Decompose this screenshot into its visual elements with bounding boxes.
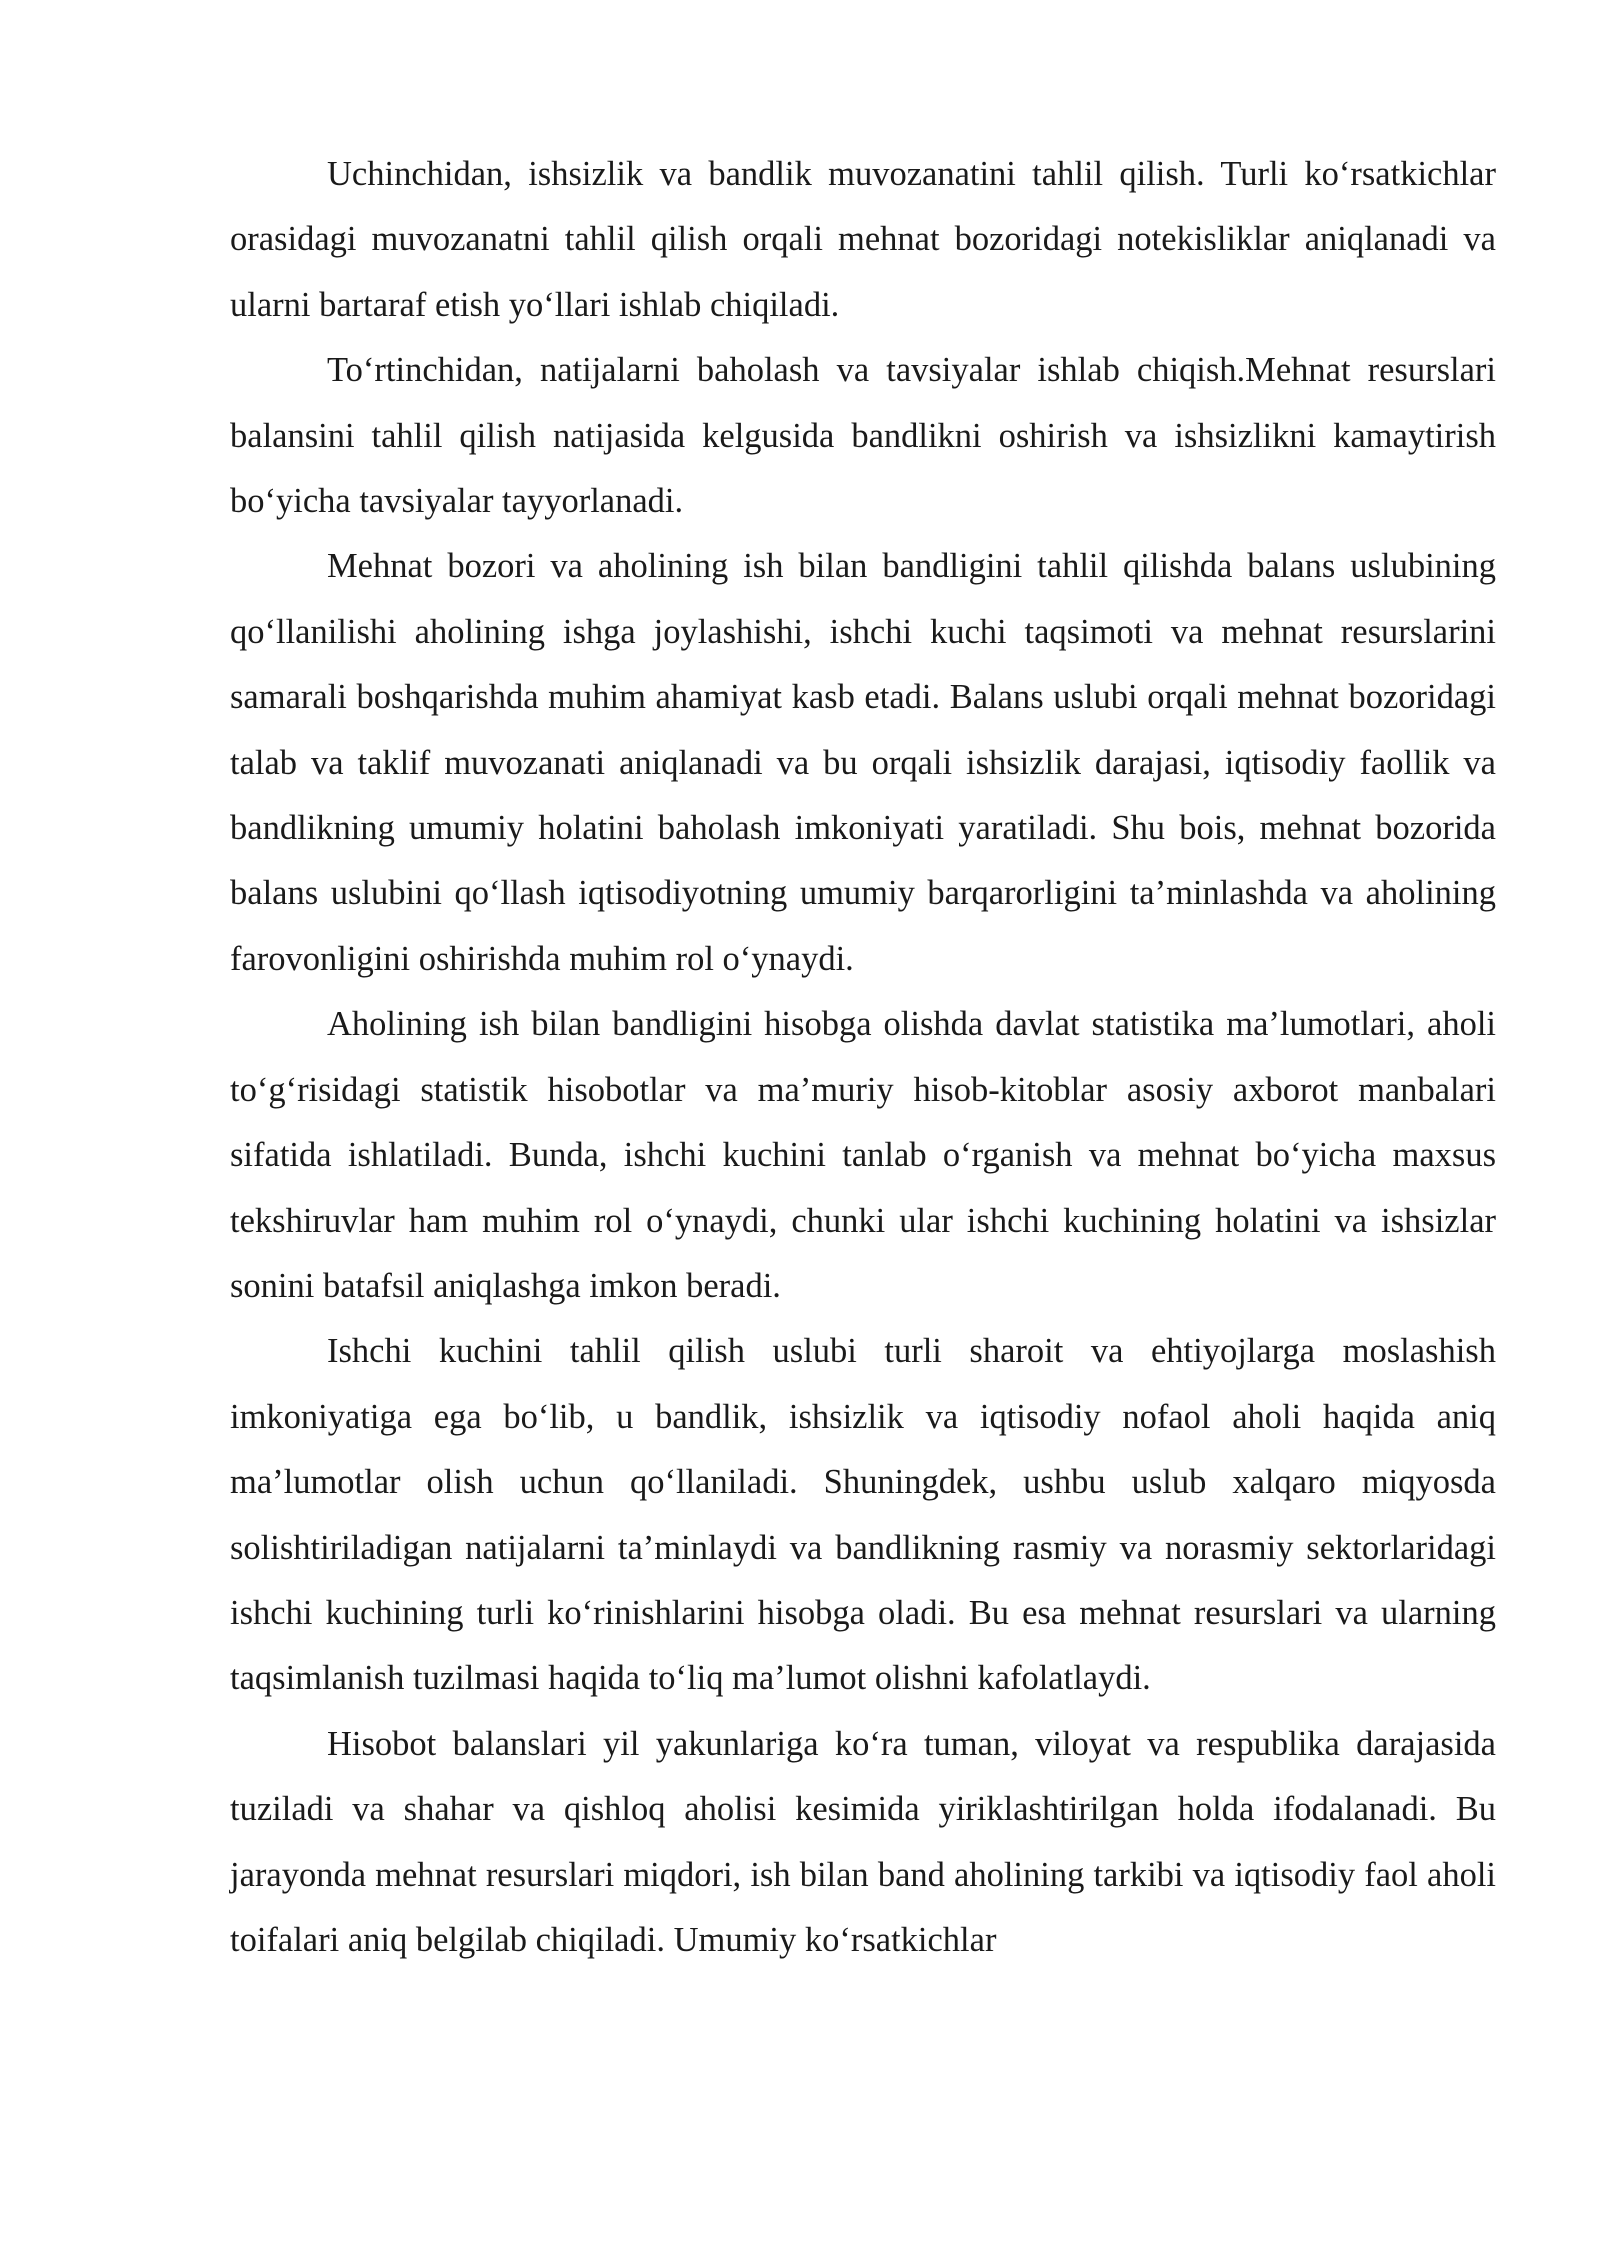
paragraph-data-sources: Aholining ish bilan bandligini hisobga olishda davlat statistika ma’lumotlari, aholi to‘g‘risidagi statistik hisobotlar va ma’muriy hisob-kitoblar asosiy axborot manbalari sifatida ishlatiladi. Bunda, ishchi kuchini tanlab o‘rganish va mehnat bo‘yicha maxsus tekshiruvlar ham muhim rol o‘ynaydi, chunki ular ishchi kuchining holatini va ishsizlar sonini batafsil aniqlashga imkon beradi. [230,1005,1496,1305]
document-page [230,142,1496,1973]
paragraph-fourth-step: To‘rtinchidan, natijalarni baholash va tavsiyalar ishlab chiqish.Mehnat resurslari balansini tahlil qilish natijasida kelgusida bandlikni oshirish va ishsizlikni kamaytirish bo‘yicha tavsiyalar tayyorlanadi. [230,351,1496,521]
paragraph-third-step: Uchinchidan, ishsizlik va bandlik muvozanatini tahlil qilish. Turli ko‘rsatkichlar orasidagi muvozanatni tahlil qilish orqali mehnat bozoridagi notekisliklar aniqlanadi va ularni bartaraf etish yo‘llari ishlab chiqiladi. [230,155,1496,324]
paragraph-report-balances: Hisobot balanslari yil yakunlariga ko‘ra tuman, viloyat va respublika darajasida tuziladi va shahar va qishloq aholisi kesimida yiriklashtirilgan holda ifodalanadi. Bu jarayonda mehnat resurslari miqdori, ish bilan band aholining tarkibi va iqtisodiy faol aholi toifalari aniq belgilab chiqiladi. Umumiy ko‘rsatkichlar [230,1724,1496,1959]
paragraph-labor-force-method: Ishchi kuchini tahlil qilish uslubi turli sharoit va ehtiyojlarga moslashish imkoniyatiga ega bo‘lib, u bandlik, ishsizlik va iqtisodiy nofaol aholi haqida aniq ma’lumotlar olish uchun qo‘llaniladi. Shuningdek, ushbu uslub xalqaro miqyosda solishtiriladigan natijalarni ta’minlaydi va bandlikning rasmiy va norasmiy sektorlaridagi ishchi kuchining turli ko‘rinishlarini hisobga oladi. Bu esa mehnat resurslari va ularning taqsimlanish tuzilmasi haqida to‘liq ma’lumot olishni kafolatlaydi. [230,1332,1496,1698]
paragraph-balance-method: Mehnat bozori va aholining ish bilan bandligini tahlil qilishda balans uslubining qo‘llanilishi aholining ishga joylashishi, ishchi kuchi taqsimoti va mehnat resurslarini samarali boshqarishda muhim ahamiyat kasb etadi. Balans uslubi orqali mehnat bozoridagi talab va taklif muvozanati aniqlanadi va bu orqali ishsizlik darajasi, iqtisodiy faollik va bandlikning umumiy holatini baholash imkoniyati yaratiladi. Shu bois, mehnat bozorida balans uslubini qo‘llash iqtisodiyotning umumiy barqarorligini ta’minlashda va aholining farovonligini oshirishda muhim rol o‘ynaydi. [230,547,1496,978]
